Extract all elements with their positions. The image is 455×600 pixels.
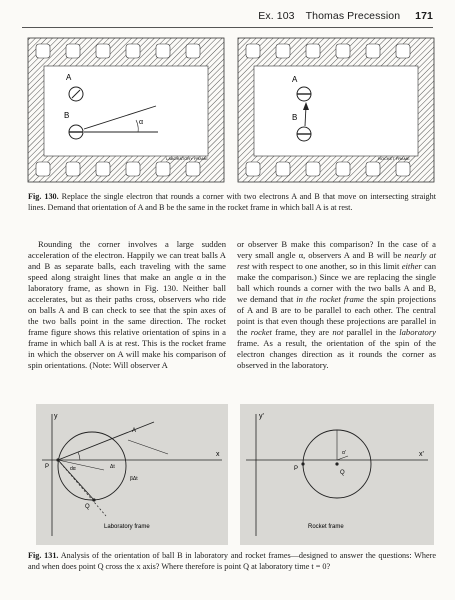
body-right-segment: frame, they are bbox=[271, 327, 333, 337]
body-right-segment: frame. As a result, the orientation of the spin of the electron changes direction as it rounds the corner as observed in the laboratory. bbox=[237, 338, 436, 370]
page-number: 171 bbox=[415, 10, 433, 22]
label-a-rocket: A bbox=[292, 75, 298, 84]
body-right-segment: the spin projections of A and B are to be parallel to each other. The central point is that even though these projections are parallel in the bbox=[237, 294, 436, 337]
label-a-lab: A bbox=[66, 73, 72, 82]
strip-label-rocket: ROCKET FRAME bbox=[378, 156, 410, 161]
lab-label-a: A bbox=[132, 428, 137, 434]
body-right-segment: nearly at rest bbox=[237, 250, 436, 271]
body-right-paragraph bbox=[237, 239, 436, 371]
body-right-segment: rocket bbox=[250, 327, 272, 337]
laboratory-frame-panel bbox=[28, 38, 224, 182]
running-head bbox=[22, 10, 433, 26]
body-right-column bbox=[237, 239, 436, 371]
figure-130 bbox=[26, 36, 436, 186]
body-right-segment: can make the comparison.) Since we are replacing the single ball which rounds a corner with the two balls A and B, we demand that bbox=[237, 261, 436, 304]
figure-131-label: Fig. 131. bbox=[28, 551, 59, 560]
figure-130-caption bbox=[28, 192, 436, 213]
figure-131-caption-text: Analysis of the orientation of ball B in laboratory and rocket frames—designed to answer the questions: Where and when does point Q cross the x axis? Where therefore is point Q at laboratory time t = 0? bbox=[28, 551, 436, 571]
lab-beta-dt: βΔt bbox=[130, 476, 138, 482]
rocket-alpha: α' bbox=[342, 450, 346, 456]
header-rule bbox=[22, 27, 433, 28]
body-left-column bbox=[28, 239, 226, 371]
label-alpha: α bbox=[139, 119, 144, 126]
figure-131-caption bbox=[28, 551, 436, 572]
rocket-point-q: Q bbox=[340, 470, 345, 476]
figure-130-label: Fig. 130. bbox=[28, 192, 59, 201]
lab-frame-label: Laboratory frame bbox=[104, 524, 150, 530]
rocket-frame-diagram bbox=[240, 404, 434, 545]
rocket-x-axis-label: x' bbox=[419, 451, 424, 458]
body-right-segment: not bbox=[332, 327, 344, 337]
label-b-lab: B bbox=[64, 111, 70, 120]
figure-131 bbox=[36, 404, 434, 545]
lab-y-axis-label: y bbox=[54, 413, 58, 420]
rocket-frame-panel bbox=[238, 38, 434, 182]
body-left-paragraph: Rounding the corner involves a large sudden acceleration of the electron. Happily we can treat balls A and B as separate balls, each traveling with the same speed along straight lines that make an angle α in the laboratory frame, as shown in Fig. 130. Neither ball accelerates, but as their paths cross, observers who ride on balls A and B can check to see that the spin axes of the two balls point in the same direction. The rocket frame figure shows this relative orientation of spins in a frame in which ball A is at rest. This is the rocket frame in which the observer on A will make his comparison of spin orientations. (Note: Will observer A bbox=[28, 239, 226, 370]
rocket-frame-label: Rocket frame bbox=[308, 524, 344, 530]
body-right-segment: parallel in the bbox=[343, 327, 400, 337]
laboratory-frame-diagram bbox=[36, 404, 228, 545]
rocket-y-axis-label: y' bbox=[259, 413, 264, 420]
rocket-point-p: P bbox=[294, 466, 299, 472]
body-right-segment: or observer B make this comparison? In the case of a very small angle α, observers A and B will be bbox=[237, 239, 436, 260]
lab-point-q: Q bbox=[85, 504, 90, 510]
label-b-rocket: B bbox=[292, 113, 298, 122]
body-right-segment: with respect to one another, so in this limit bbox=[249, 261, 402, 271]
strip-label-lab: LABORATORY FRAME bbox=[166, 156, 208, 161]
lab-delta-t: Δt bbox=[110, 464, 115, 470]
body-right-segment: either bbox=[401, 261, 422, 271]
figure-130-caption-text: Replace the single electron that rounds a corner with two electrons A and B that move on intersecting straight lines. Demand that orientation of A and B be the same in the rocket frame in which ball A is at rest. bbox=[28, 192, 436, 212]
lab-point-p: P bbox=[45, 464, 50, 470]
lab-dalpha: dα bbox=[70, 466, 76, 472]
lab-x-axis-label: x bbox=[216, 451, 220, 458]
body-right-segment: laboratory bbox=[399, 327, 436, 337]
section-title: Thomas Precession bbox=[305, 10, 401, 22]
section-number: Ex. 103 bbox=[258, 10, 295, 22]
body-right-segment: in the rocket frame bbox=[296, 294, 364, 304]
